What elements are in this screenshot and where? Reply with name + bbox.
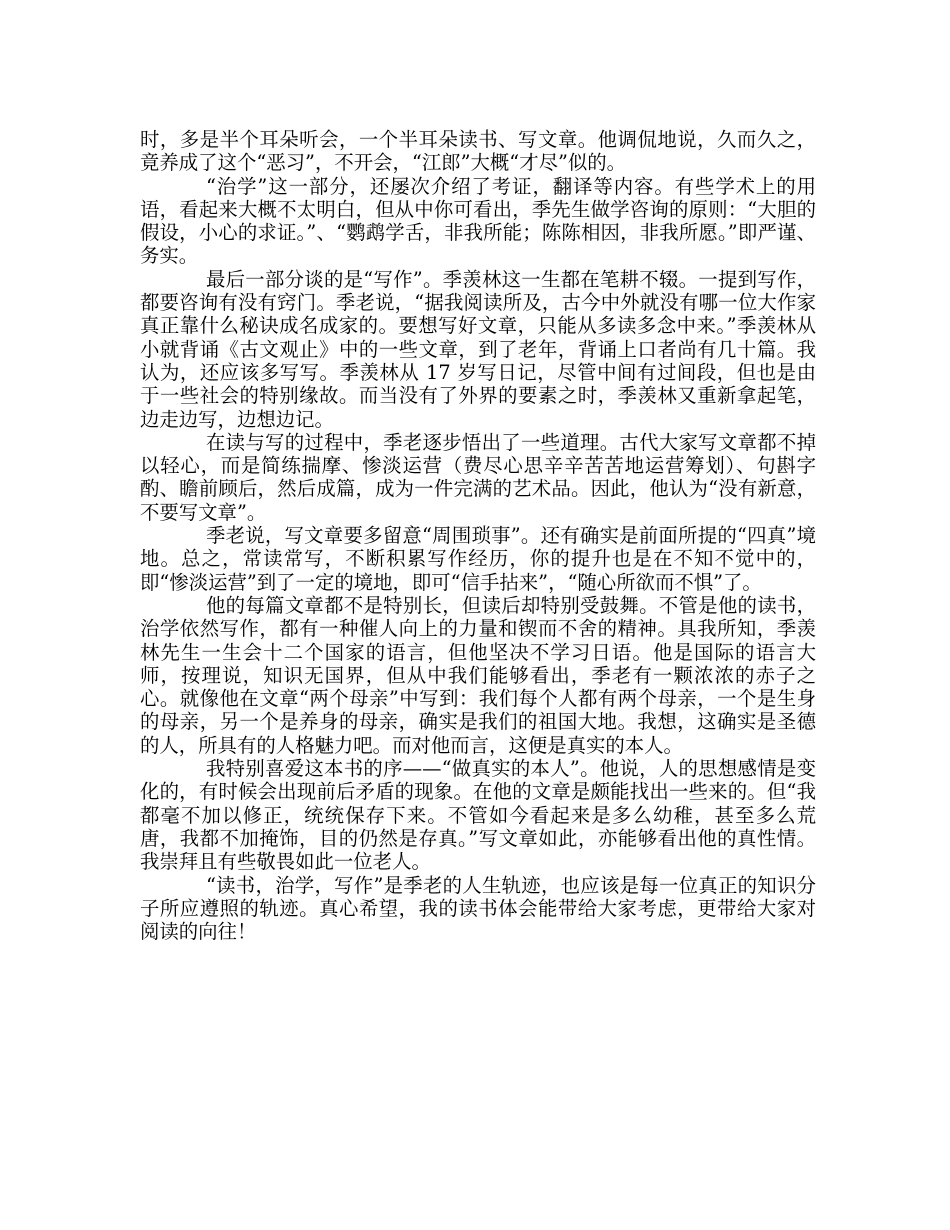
paragraph-3: 最后一部分谈的是“写作”。季羡林这一生都在笔耕不辍。一提到写作，都要咨询有没有窍门。季老说，“据我阅读所及，古今中外就没有哪一位大作家真正靠什么秘诀成名成家的。要想写好文章，只能从多读多念中来。”季羡林从小就背诵《古文观止》中的一些文章，到了老年，背诵上口者尚有几十篇。我认为，还应该多写写。季羡林从 17 岁写日记，尽管中间有过间段，但也是由于一些社会的特别缘故。而当没有了外界的要素之时，季羡林又重新拿起笔，边走边写，边想边记。 [140, 267, 816, 431]
paragraph-7: 我特别喜爱这本书的序——“做真实的本人”。他说，人的思想感情是变化的，有时候会出现前后矛盾的现象。在他的文章是颇能找出一些来的。但“我都毫不加以修正，统统保存下来。不管如今看起来是多么幼稚，甚至多么荒唐，我都不加掩饰，目的仍然是存真。”写文章如此，亦能够看出他的真性情。我崇拜且有些敬畏如此一位老人。 [140, 757, 816, 874]
paragraph-8: “读书，治学，写作”是季老的人生轨迹，也应该是每一位真正的知识分子所应遵照的轨迹。真心希望，我的读书体会能带给大家考虑，更带给大家对阅读的向往！ [140, 873, 816, 944]
document-body [140, 128, 816, 943]
paragraph-1: 时，多是半个耳朵听会，一个半耳朵读书、写文章。他调侃地说，久而久之，竟养成了这个“恶习”，不开会，“江郎”大概“才尽”似的。 [140, 128, 816, 175]
paragraph-5: 季老说，写文章要多留意“周围琐事”。还有确实是前面所提的“四真”境地。总之，常读常写，不断积累写作经历，你的提升也是在不知不觉中的，即“惨淡运营”到了一定的境地，即可“信手拈来”，“随心所欲而不惧”了。 [140, 524, 816, 594]
paragraph-4: 在读与写的过程中，季老逐步悟出了一些道理。古代大家写文章都不掉以轻心，而是简练揣摩、惨淡运营（费尽心思辛辛苦苦地运营筹划）、句斟字酌、瞻前顾后，然后成篇，成为一件完满的艺术品。因此，他认为“没有新意，不要写文章”。 [140, 430, 816, 524]
paragraph-2: “治学”这一部分，还屡次介绍了考证，翻译等内容。有些学术上的用语，看起来大概不太明白，但从中你可看出，季先生做学咨询的原则：“大胆的假设，小心的求证。”、“鹦鹉学舌，非我所能；陈陈相因，非我所愿。”即严谨、务实。 [140, 174, 816, 268]
paragraph-6: 他的每篇文章都不是特别长，但读后却特别受鼓舞。不管是他的读书，治学依然写作，都有一种催人向上的力量和锲而不舍的精神。具我所知，季羡林先生一生会十二个国家的语言，但他坚决不学习日语。他是国际的语言大师，按理说，知识无国界，但从中我们能够看出，季老有一颗浓浓的赤子之心。就像他在文章“两个母亲”中写到：我们每个人都有两个母亲，一个是生身的母亲，另一个是养身的母亲，确实是我们的祖国大地。我想，这确实是圣德的人，所具有的人格魅力吧。而对他而言，这便是真实的本人。 [140, 593, 816, 757]
